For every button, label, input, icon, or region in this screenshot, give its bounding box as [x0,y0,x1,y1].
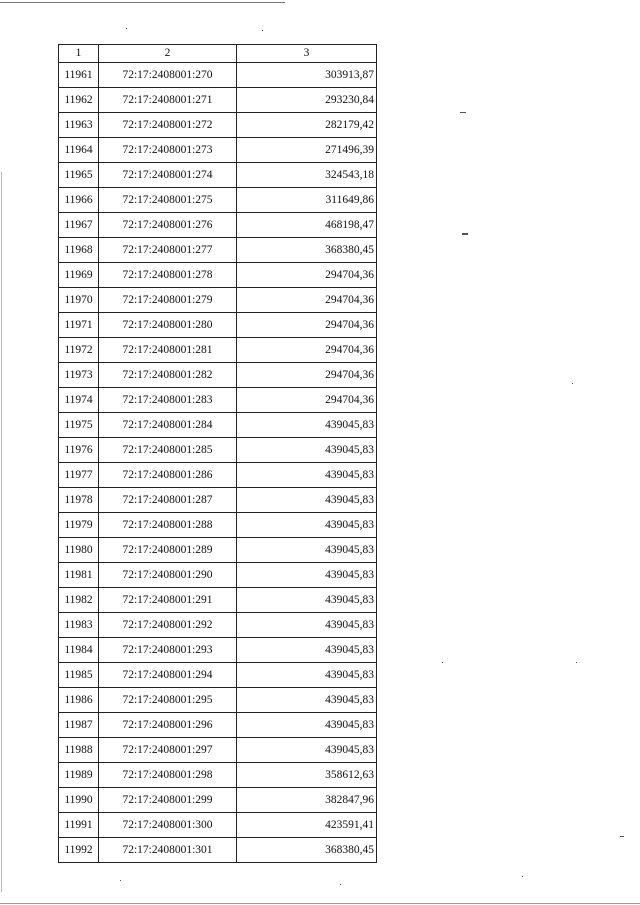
scan-speck [442,662,443,663]
row-number-cell: 11967 [59,213,99,238]
cadastral-number-cell: 72:17:2408001:286 [99,463,237,488]
top-rule [0,2,285,3]
table-row [59,238,377,263]
cadastral-number-cell: 72:17:2408001:292 [99,613,237,638]
cadastral-number-cell: 72:17:2408001:293 [99,638,237,663]
scan-speck [460,112,466,113]
row-number-cell: 11992 [59,838,99,863]
row-number-cell: 11976 [59,438,99,463]
table-row [59,288,377,313]
value-cell: 382847,96 [237,788,377,813]
row-number-cell: 11986 [59,688,99,713]
value-cell: 439045,83 [237,613,377,638]
value-cell: 294704,36 [237,338,377,363]
scan-speck [620,836,624,837]
cadastral-number-cell: 72:17:2408001:272 [99,113,237,138]
table-row [59,738,377,763]
cadastral-table [58,44,377,863]
scan-left-edge [1,172,2,892]
cadastral-number-cell: 72:17:2408001:270 [99,63,237,88]
cadastral-number-cell: 72:17:2408001:282 [99,363,237,388]
table-row [59,638,377,663]
table-row [59,838,377,863]
value-cell: 439045,83 [237,413,377,438]
scan-speck [572,383,573,384]
row-number-cell: 11970 [59,288,99,313]
value-cell: 368380,45 [237,838,377,863]
value-cell: 282179,42 [237,113,377,138]
value-cell: 358612,63 [237,763,377,788]
table-row [59,463,377,488]
table-row [59,213,377,238]
row-number-cell: 11989 [59,763,99,788]
row-number-cell: 11990 [59,788,99,813]
row-number-cell: 11978 [59,488,99,513]
row-number-cell: 11991 [59,813,99,838]
value-cell: 439045,83 [237,463,377,488]
cadastral-number-cell: 72:17:2408001:290 [99,563,237,588]
table-row [59,113,377,138]
table-row [59,538,377,563]
value-cell: 439045,83 [237,738,377,763]
value-cell: 439045,83 [237,438,377,463]
value-cell: 439045,83 [237,713,377,738]
row-number-cell: 11987 [59,713,99,738]
row-number-cell: 11962 [59,88,99,113]
table-row [59,513,377,538]
value-cell: 439045,83 [237,563,377,588]
scan-speck [262,30,263,31]
scan-speck [126,28,127,29]
table-row [59,488,377,513]
value-cell: 439045,83 [237,663,377,688]
scan-speck [340,884,341,885]
value-cell: 439045,83 [237,638,377,663]
cadastral-number-cell: 72:17:2408001:277 [99,238,237,263]
cadastral-number-cell: 72:17:2408001:287 [99,488,237,513]
table-row [59,88,377,113]
cadastral-number-cell: 72:17:2408001:299 [99,788,237,813]
table-row [59,413,377,438]
table-row [59,788,377,813]
row-number-cell: 11963 [59,113,99,138]
table-row [59,138,377,163]
row-number-cell: 11975 [59,413,99,438]
row-number-cell: 11980 [59,538,99,563]
row-number-cell: 11984 [59,638,99,663]
row-number-cell: 11971 [59,313,99,338]
value-cell: 294704,36 [237,288,377,313]
table-row [59,713,377,738]
cadastral-number-cell: 72:17:2408001:295 [99,688,237,713]
table-row [59,813,377,838]
scan-speck [462,233,468,235]
value-cell: 439045,83 [237,688,377,713]
cadastral-number-cell: 72:17:2408001:279 [99,288,237,313]
table-row [59,763,377,788]
bottom-rule [0,903,640,904]
value-cell: 439045,83 [237,488,377,513]
row-number-cell: 11968 [59,238,99,263]
column-header: 2 [99,45,237,63]
row-number-cell: 11964 [59,138,99,163]
value-cell: 439045,83 [237,513,377,538]
cadastral-number-cell: 72:17:2408001:297 [99,738,237,763]
value-cell: 303913,87 [237,63,377,88]
table-row [59,438,377,463]
scan-speck [522,876,523,877]
table-body [59,63,377,863]
value-cell: 294704,36 [237,388,377,413]
row-number-cell: 11977 [59,463,99,488]
value-cell: 468198,47 [237,213,377,238]
row-number-cell: 11981 [59,563,99,588]
value-cell: 439045,83 [237,538,377,563]
value-cell: 439045,83 [237,588,377,613]
cadastral-number-cell: 72:17:2408001:275 [99,188,237,213]
cadastral-number-cell: 72:17:2408001:294 [99,663,237,688]
value-cell: 294704,36 [237,263,377,288]
row-number-cell: 11985 [59,663,99,688]
table-row [59,188,377,213]
value-cell: 311649,86 [237,188,377,213]
row-number-cell: 11966 [59,188,99,213]
table-header-row [59,45,377,63]
cadastral-number-cell: 72:17:2408001:285 [99,438,237,463]
row-number-cell: 11973 [59,363,99,388]
table-row [59,313,377,338]
cadastral-number-cell: 72:17:2408001:283 [99,388,237,413]
row-number-cell: 11979 [59,513,99,538]
cadastral-number-cell: 72:17:2408001:298 [99,763,237,788]
row-number-cell: 11983 [59,613,99,638]
table-row [59,363,377,388]
row-number-cell: 11972 [59,338,99,363]
table-row [59,338,377,363]
cadastral-number-cell: 72:17:2408001:284 [99,413,237,438]
column-header: 3 [237,45,377,63]
cadastral-number-cell: 72:17:2408001:291 [99,588,237,613]
cadastral-number-cell: 72:17:2408001:278 [99,263,237,288]
table-row [59,588,377,613]
row-number-cell: 11974 [59,388,99,413]
table-row [59,388,377,413]
table-row [59,263,377,288]
table-row [59,613,377,638]
value-cell: 423591,41 [237,813,377,838]
cadastral-number-cell: 72:17:2408001:296 [99,713,237,738]
value-cell: 294704,36 [237,363,377,388]
cadastral-number-cell: 72:17:2408001:280 [99,313,237,338]
cadastral-number-cell: 72:17:2408001:301 [99,838,237,863]
table-row [59,663,377,688]
value-cell: 293230,84 [237,88,377,113]
row-number-cell: 11969 [59,263,99,288]
scan-speck [120,880,121,881]
row-number-cell: 11988 [59,738,99,763]
scan-speck [576,662,577,663]
column-header: 1 [59,45,99,63]
cadastral-number-cell: 72:17:2408001:273 [99,138,237,163]
table-row [59,163,377,188]
cadastral-number-cell: 72:17:2408001:300 [99,813,237,838]
cadastral-number-cell: 72:17:2408001:276 [99,213,237,238]
cadastral-number-cell: 72:17:2408001:274 [99,163,237,188]
value-cell: 294704,36 [237,313,377,338]
value-cell: 368380,45 [237,238,377,263]
cadastral-number-cell: 72:17:2408001:288 [99,513,237,538]
cadastral-number-cell: 72:17:2408001:281 [99,338,237,363]
value-cell: 271496,39 [237,138,377,163]
cadastral-number-cell: 72:17:2408001:271 [99,88,237,113]
row-number-cell: 11982 [59,588,99,613]
value-cell: 324543,18 [237,163,377,188]
table-row [59,688,377,713]
row-number-cell: 11961 [59,63,99,88]
row-number-cell: 11965 [59,163,99,188]
table-row [59,563,377,588]
table-row [59,63,377,88]
cadastral-number-cell: 72:17:2408001:289 [99,538,237,563]
